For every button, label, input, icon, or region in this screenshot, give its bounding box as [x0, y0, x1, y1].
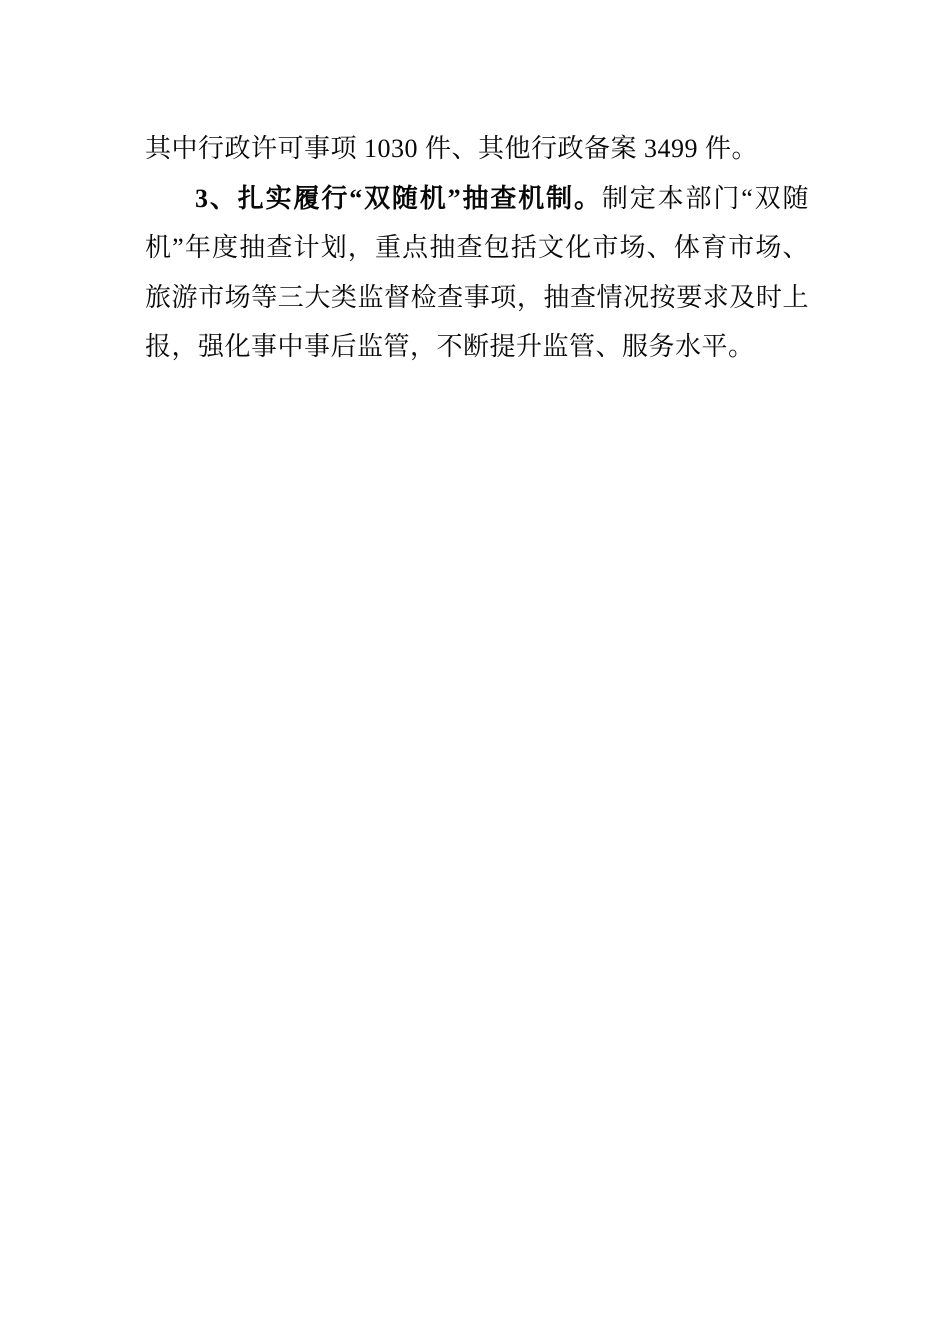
text-run: 其中行政许可事项 1030 件、其他行政备案 3499 件。	[145, 134, 759, 163]
paragraph-item-line-1	[145, 174, 809, 224]
text-run: 报，强化事中事后监管，不断提升监管、服务水平。	[145, 332, 755, 362]
paragraph-item-line-3	[145, 273, 809, 323]
text-run-heading-bold: 3、扎实履行“双随机”抽查机制。	[195, 183, 602, 213]
text-run: 机”年度抽查计划，重点抽查包括文化市场、体育市场、	[145, 233, 809, 263]
paragraph-item-line-2	[145, 223, 809, 273]
text-run: 旅游市场等三大类监督检查事项，抽查情况按要求及时上	[145, 282, 809, 312]
paragraph-item-line-4	[145, 322, 809, 372]
text-block	[145, 124, 809, 372]
paragraph-continuation-line	[145, 124, 809, 174]
text-run: 制定本部门“双随	[601, 183, 809, 213]
